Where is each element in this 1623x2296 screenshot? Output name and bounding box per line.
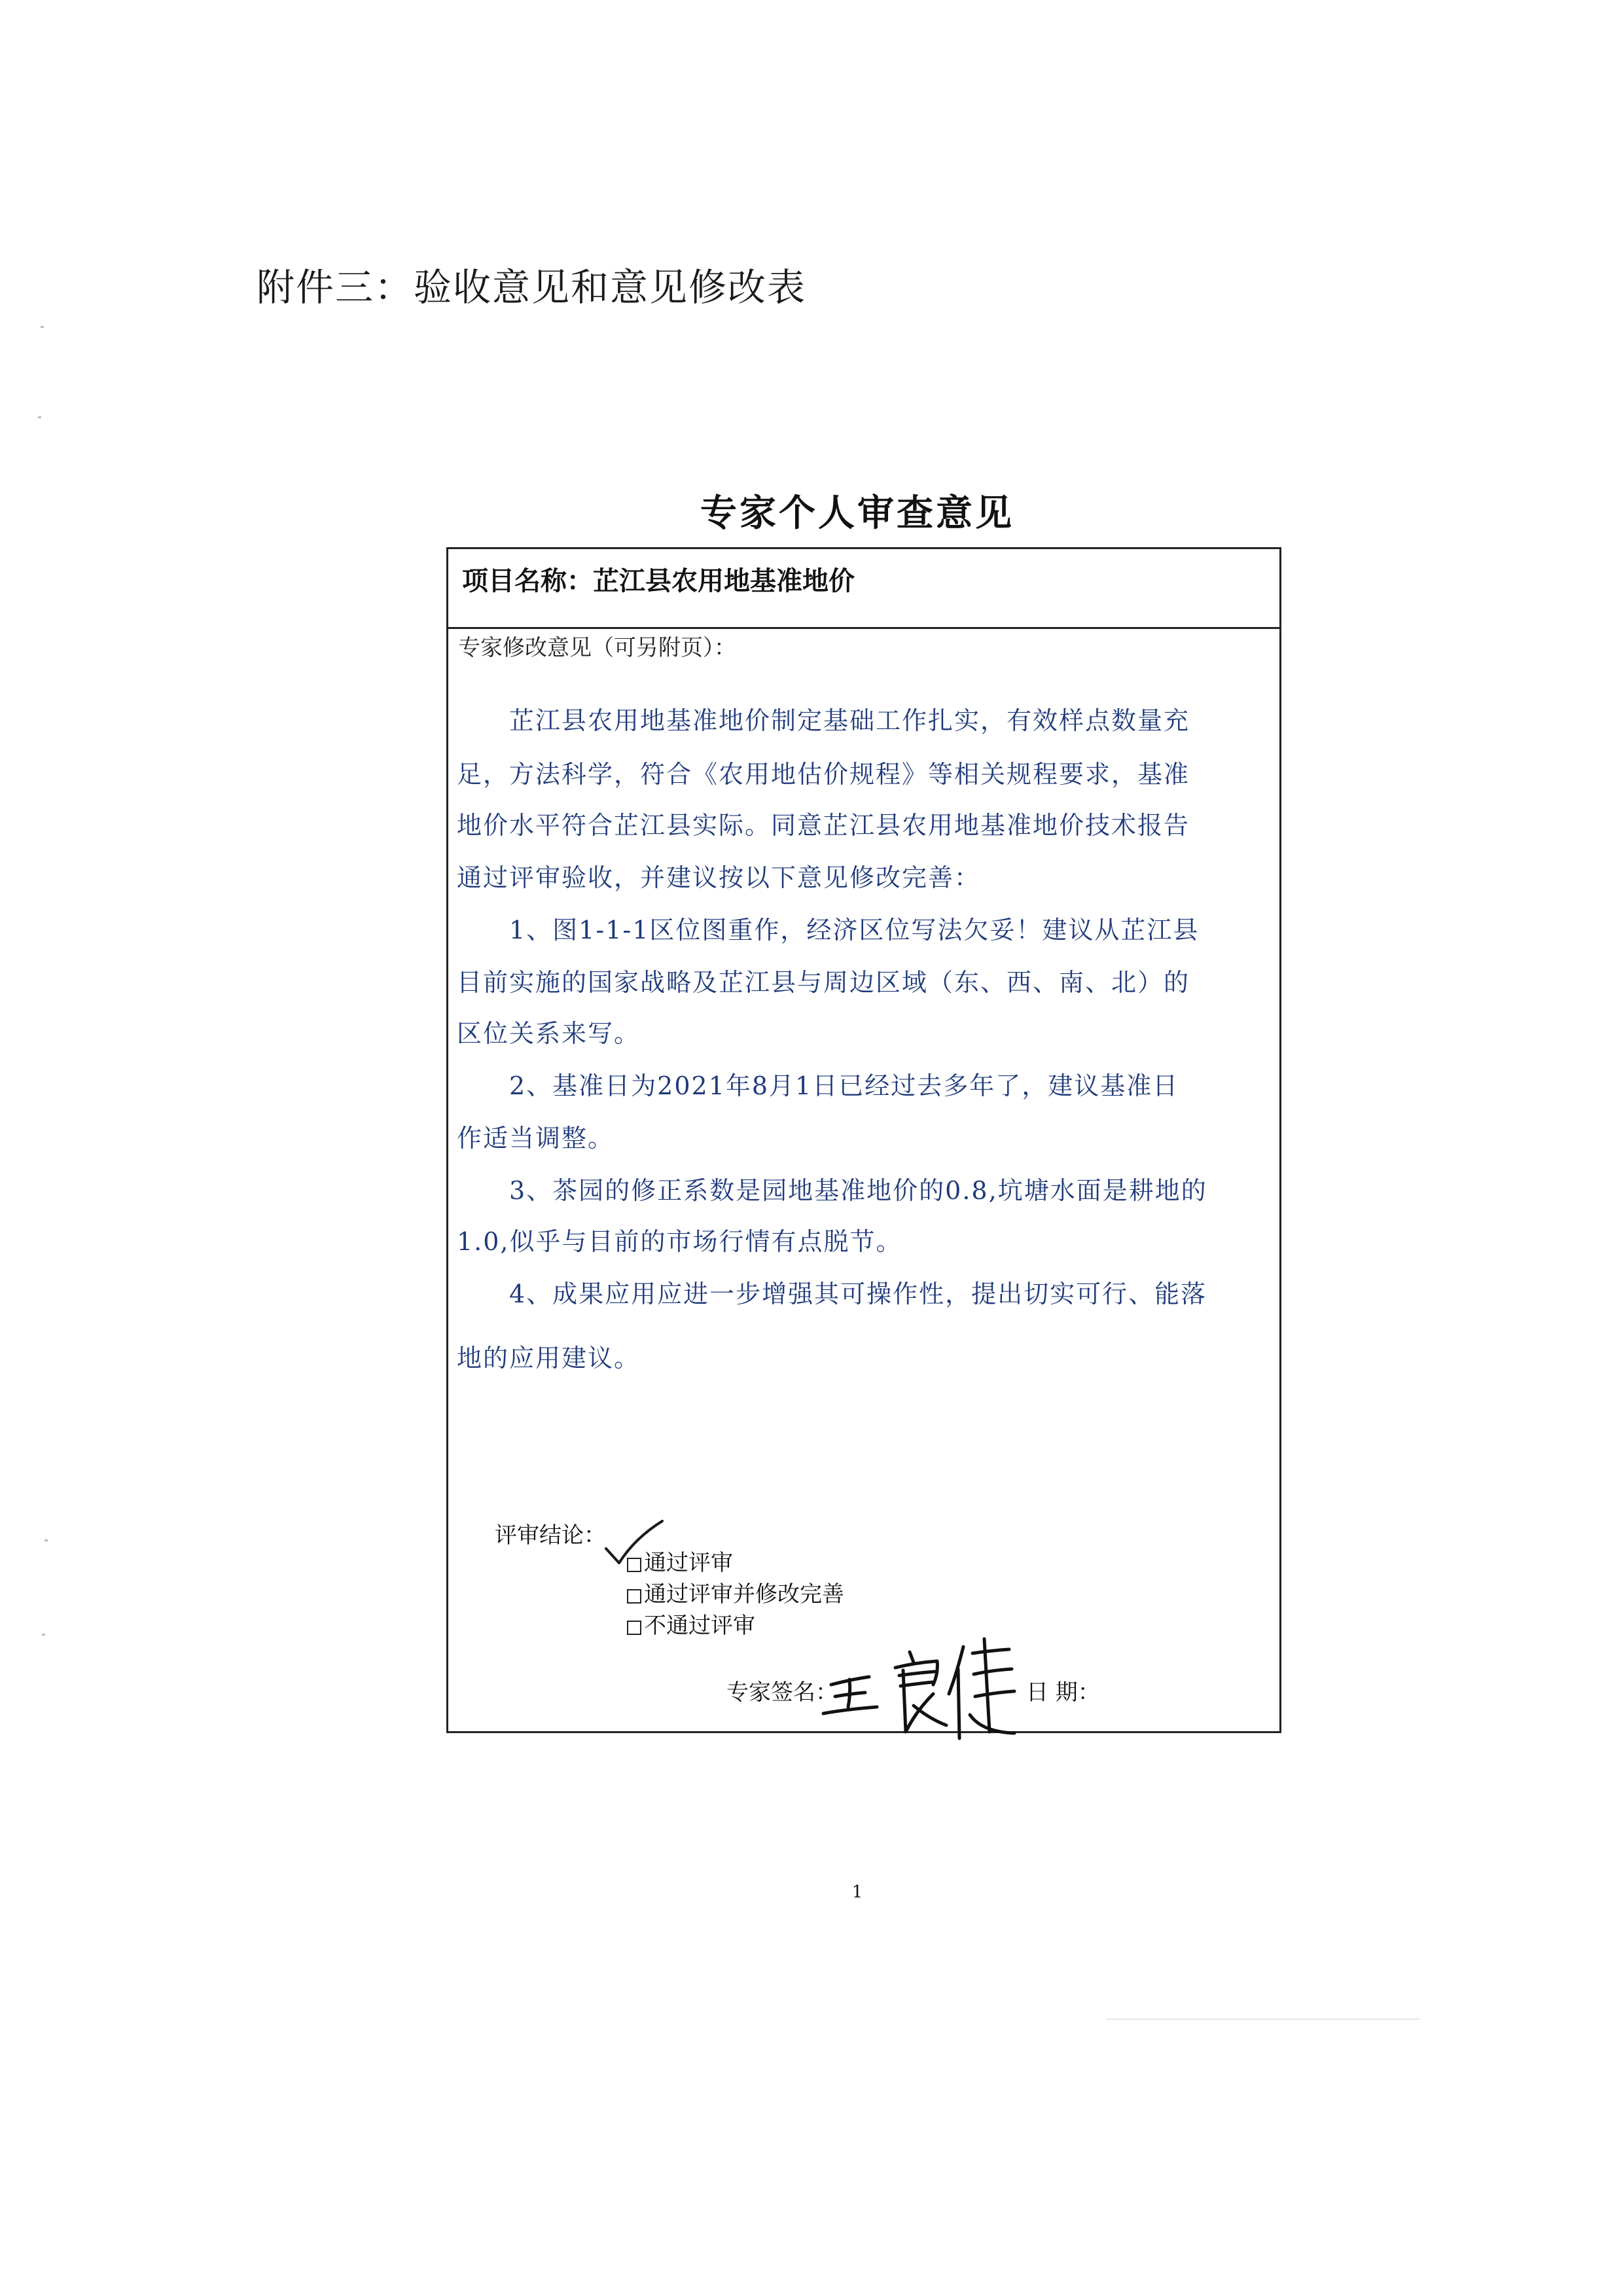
opinion-line: 4、成果应用应进一步增强其可操作性，提出切实可行、能落: [457, 1280, 1207, 1308]
opinion-line: 1.0,似乎与目前的市场行情有点脱节。: [457, 1227, 902, 1256]
opinion-line: 目前实施的国家战略及芷江县与周边区域（东、西、南、北）的: [457, 968, 1190, 997]
option-label: 通过评审并修改完善: [644, 1581, 844, 1607]
option-fail[interactable]: [627, 1607, 755, 1640]
project-name-label: 项目名称：芷江县农用地基准地价: [462, 566, 855, 596]
opinion-line: 2、基准日为2021年8月1日已经过去多年了，建议基准日: [457, 1071, 1179, 1100]
signature-label: 专家签名：: [726, 1679, 838, 1706]
scan-speck: [38, 416, 41, 418]
opinion-line: 通过评审验收，并建议按以下意见修改完善：: [457, 863, 981, 892]
checkbox-icon[interactable]: [627, 1621, 641, 1635]
opinion-line: 作适当调整。: [457, 1124, 615, 1153]
scan-speck: [42, 1634, 45, 1636]
opinion-heading: 专家修改意见（可另附页）：: [458, 635, 736, 661]
opinion-line: 芷江县农用地基准地价制定基础工作扎实，有效样点数量充: [457, 706, 1190, 735]
opinion-line: 3、茶园的修正系数是园地基准地价的0.8,坑塘水面是耕地的: [457, 1176, 1207, 1205]
opinion-line: 足，方法科学，符合《农用地估价规程》等相关规程要求，基准: [457, 760, 1190, 789]
checkmark-icon: [602, 1518, 668, 1571]
scan-speck: [45, 1539, 48, 1541]
form-title: 专家个人审查意见: [700, 492, 1014, 535]
conclusion-label: 评审结论：: [495, 1522, 606, 1549]
scan-artifact-line: [1106, 2018, 1420, 2020]
option-pass-with-revision[interactable]: [627, 1576, 844, 1608]
option-label: 不通过评审: [644, 1613, 755, 1639]
opinion-line: 地的应用建议。: [457, 1344, 641, 1372]
scan-speck: [41, 326, 44, 328]
opinion-line: 地价水平符合芷江县实际。同意芷江县农用地基准地价技术报告: [457, 811, 1190, 840]
form-row-divider: [446, 627, 1281, 629]
opinion-line: 1、图1-1-1区位图重作，经济区位写法欠妥！建议从芷江县: [457, 916, 1200, 944]
opinion-line: 区位关系来写。: [457, 1019, 641, 1048]
page-number: 1: [851, 1882, 863, 1902]
checkbox-icon[interactable]: [627, 1589, 641, 1604]
option-label: 通过评审: [644, 1550, 733, 1576]
attachment-heading: 附件三：验收意见和意见修改表: [257, 265, 807, 310]
handwritten-signature: [818, 1634, 1027, 1745]
date-label: 日 期：: [1026, 1679, 1100, 1706]
